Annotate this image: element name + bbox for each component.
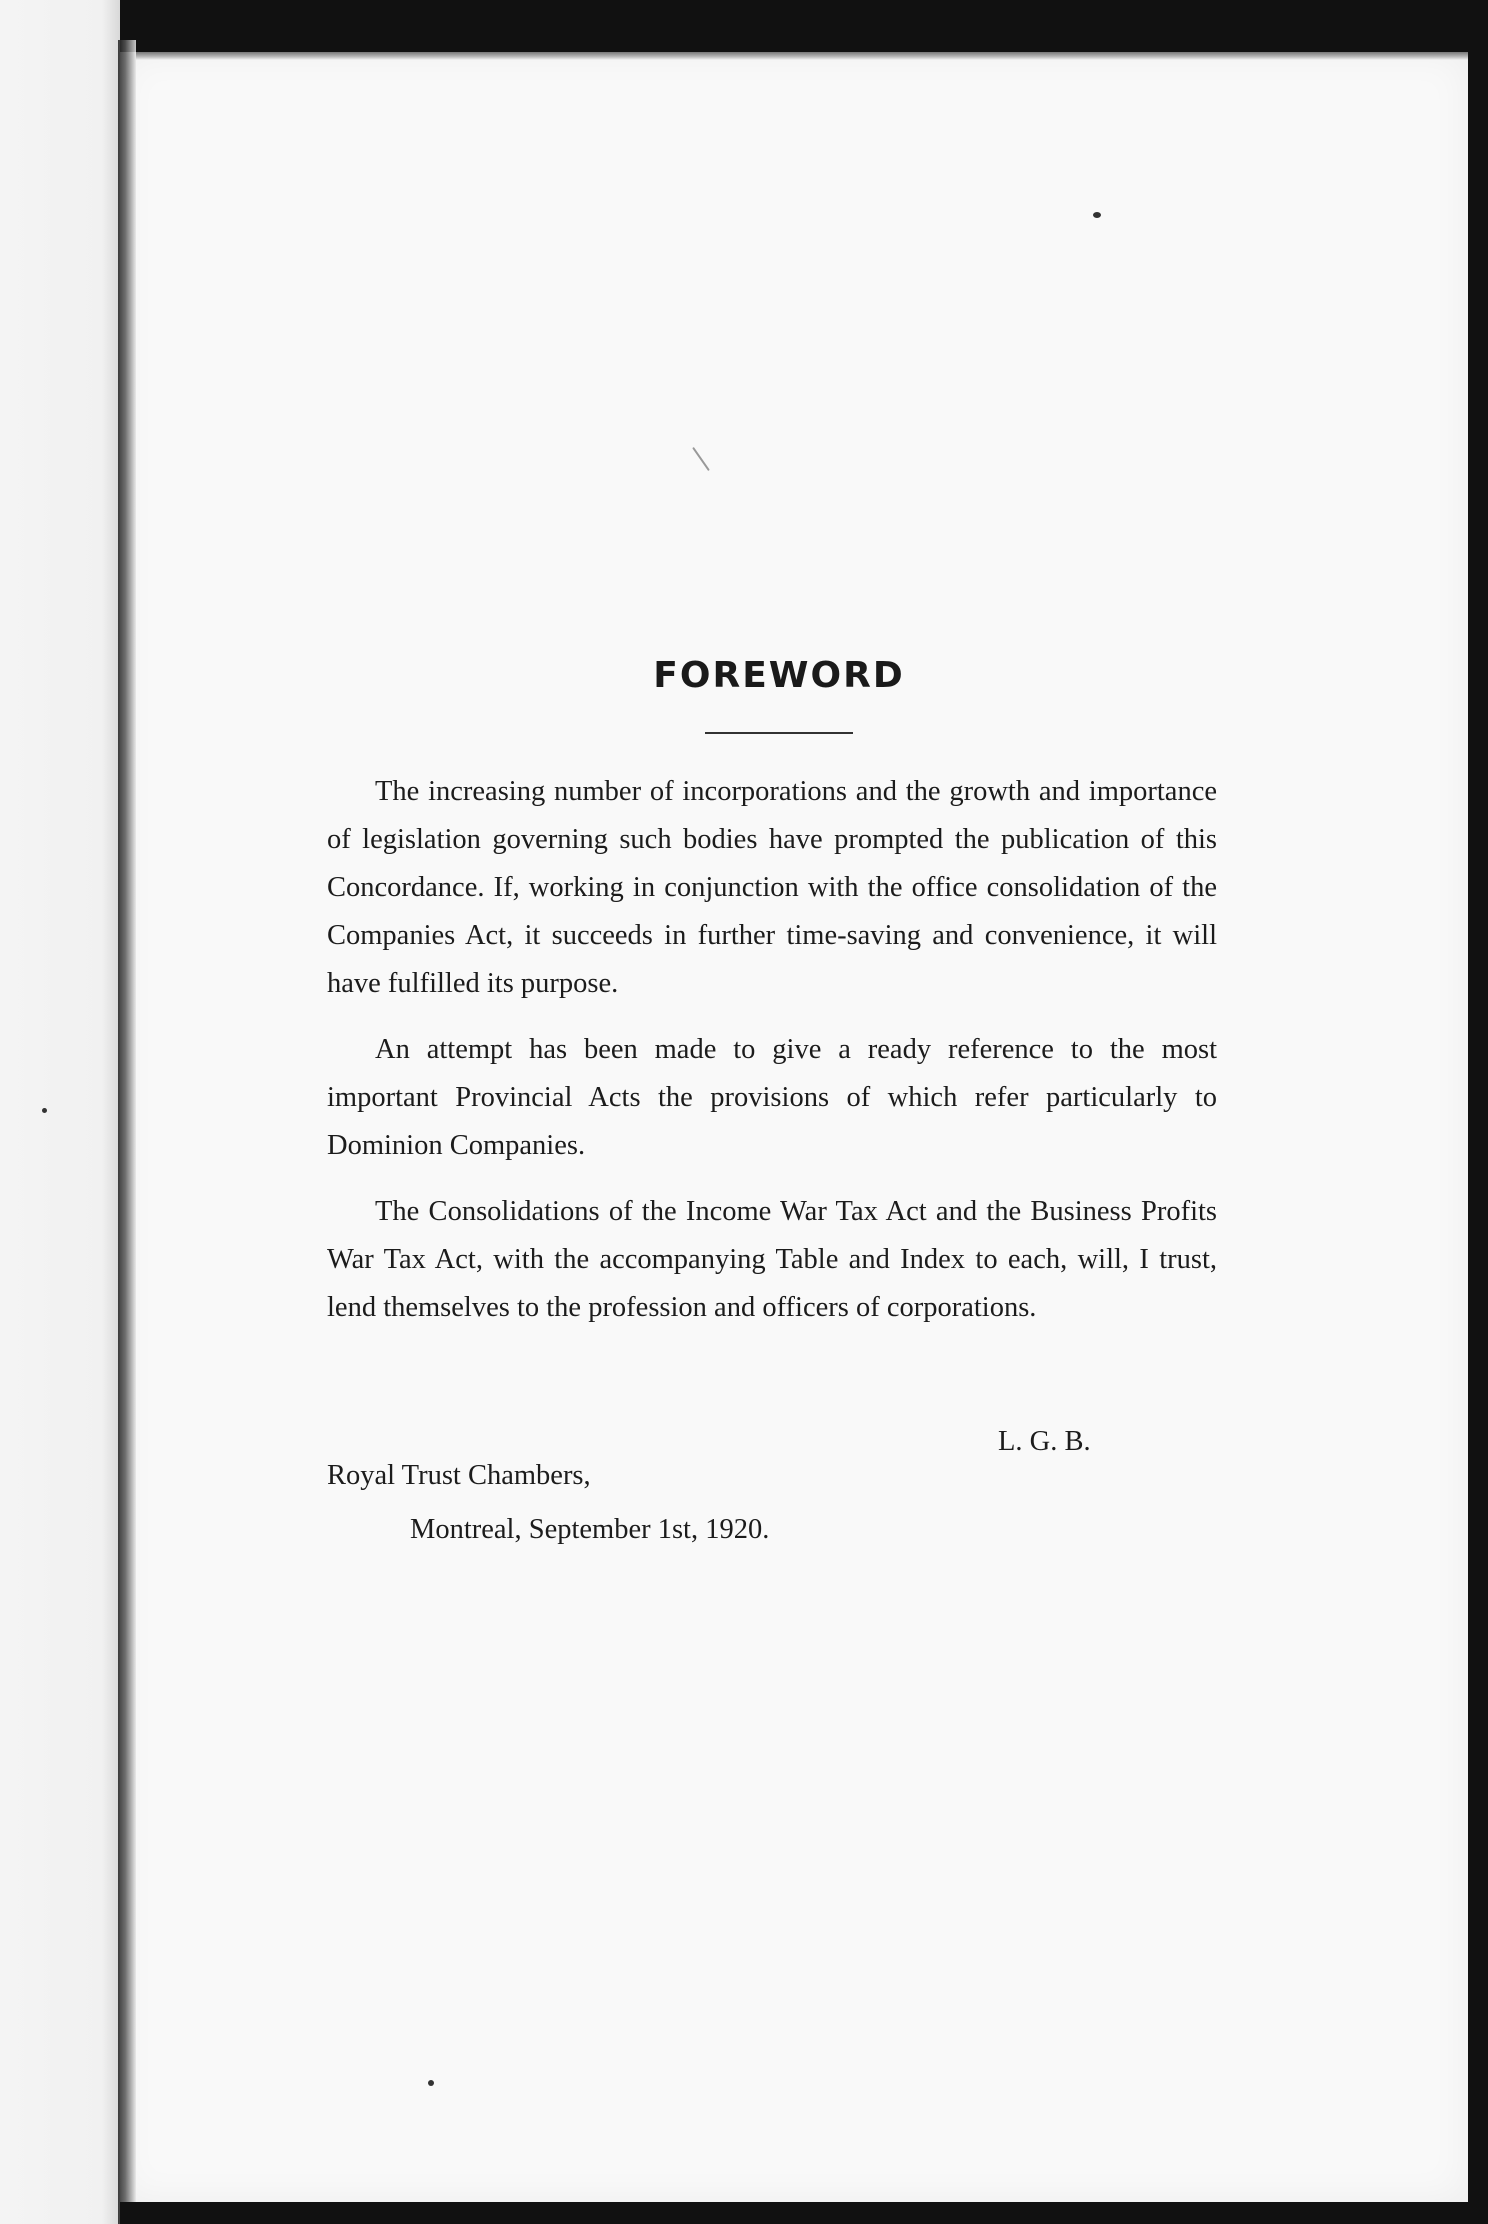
scan-speck <box>42 1108 47 1113</box>
page-binding-shadow <box>118 40 136 2224</box>
page-bottom-edge <box>120 2202 1488 2224</box>
page-title: FOREWORD <box>653 655 905 696</box>
author-initials: L. G. B. <box>998 1426 1091 1457</box>
paragraph: The increasing number of incorporations and the growth and importance of legislation governing such bodies have prompted the publication of this Concordance. If, working in conjunction with the office consolidation of the Companies Act, it succeeds in further time-saving and convenience, it will have fulfilled its purpose. <box>327 776 1217 999</box>
paragraph: An attempt has been made to give a ready reference to the most important Provincial Acts the provisions of which refer particularly to Dominion Companies. <box>327 1034 1217 1161</box>
scan-background-left <box>0 0 120 2224</box>
page-top-edge <box>136 52 1476 60</box>
place-and-date: Montreal, September 1st, 1920. <box>410 1514 770 1545</box>
scan-speck <box>428 2080 434 2086</box>
foreword-body <box>327 768 1217 1350</box>
paragraph: The Consolidations of the Income War Tax Act and the Business Profits War Tax Act, with the accompanying Table and Index to each, will, I trust, lend themselves to the profession and officers of corporations. <box>327 1196 1217 1323</box>
address-line: Royal Trust Chambers, <box>327 1460 591 1491</box>
title-underline <box>705 732 853 734</box>
scan-speck <box>1093 212 1101 218</box>
page-right-edge <box>1468 52 1488 2224</box>
